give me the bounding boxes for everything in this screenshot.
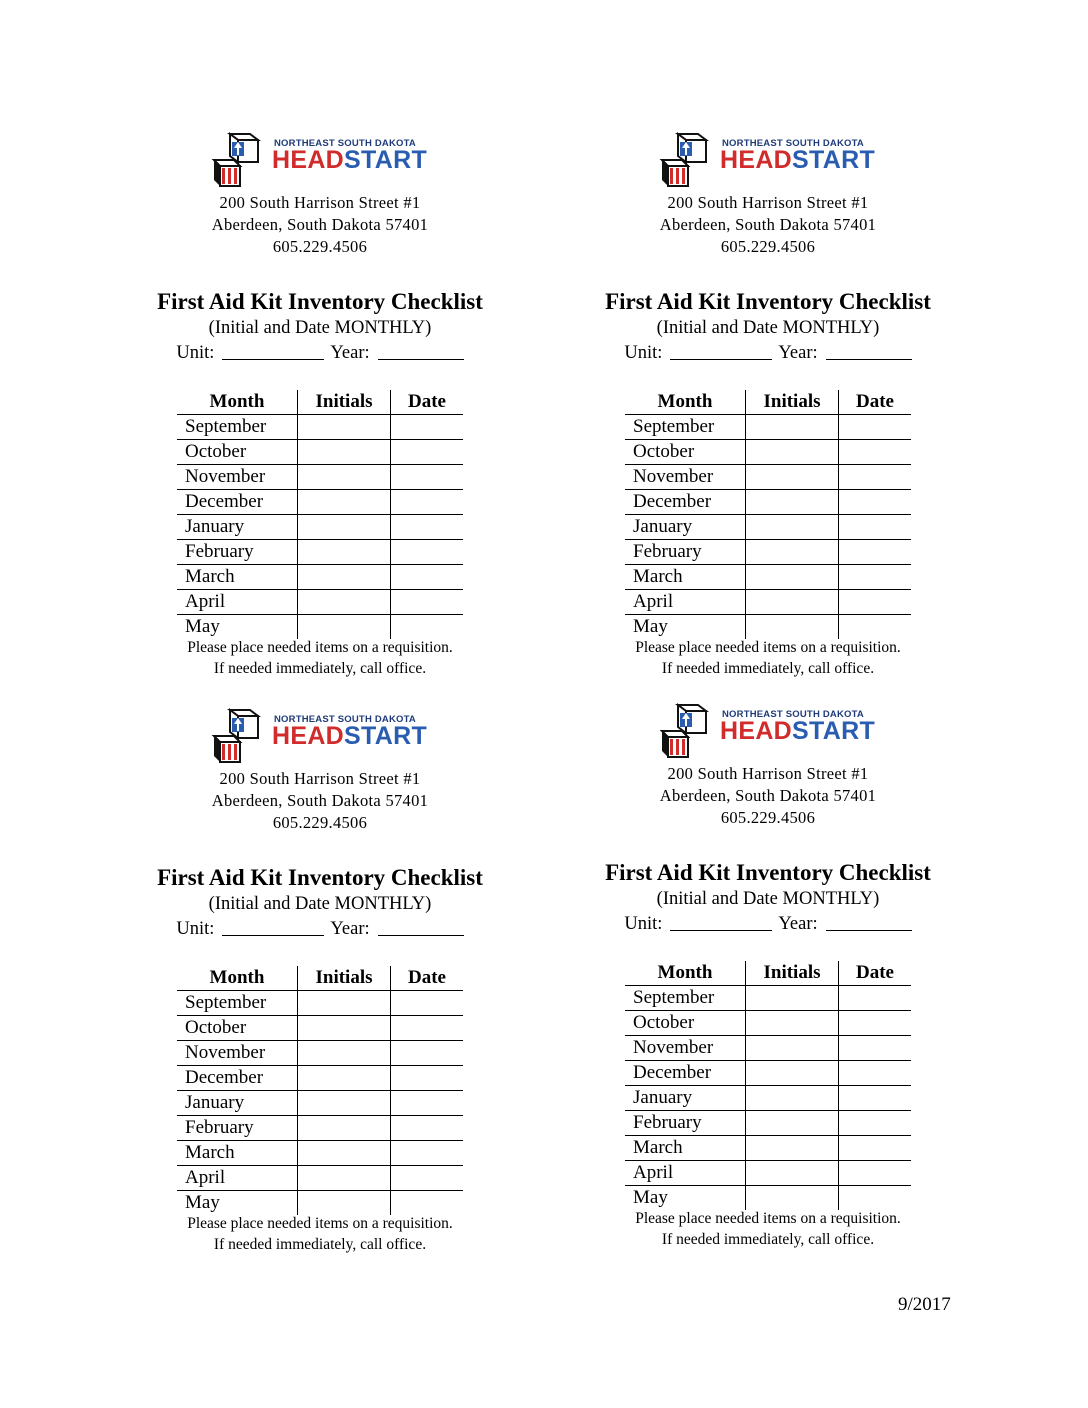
table-row	[625, 1136, 911, 1161]
address-city: Aberdeen, South Dakota 57401	[211, 215, 429, 234]
table-row	[625, 1061, 911, 1086]
checklist-card	[120, 706, 520, 1255]
table-row	[625, 1111, 911, 1136]
month-cell: October	[177, 1016, 298, 1041]
month-cell: April	[177, 1166, 298, 1191]
date-cell[interactable]	[391, 1016, 464, 1041]
initials-cell[interactable]	[298, 1116, 391, 1141]
form-subtitle: (Initial and Date MONTHLY)	[656, 889, 880, 909]
headstart-logo	[658, 701, 878, 761]
date-cell[interactable]	[839, 1136, 912, 1161]
form-subtitle: (Initial and Date MONTHLY)	[208, 318, 432, 338]
table-row	[177, 490, 463, 515]
month-cell: April	[625, 1161, 746, 1186]
month-cell: November	[177, 465, 298, 490]
initials-header: Initials	[298, 390, 391, 415]
logo-head-text: HEAD	[272, 146, 345, 174]
address-block	[120, 768, 520, 834]
initials-cell[interactable]	[746, 1036, 839, 1061]
unit-field[interactable]	[670, 916, 772, 931]
initials-cell[interactable]	[746, 1161, 839, 1186]
month-cell: September	[177, 415, 298, 440]
logo-wordmark	[720, 146, 875, 174]
date-cell[interactable]	[391, 590, 464, 615]
year-field[interactable]	[826, 345, 912, 360]
month-cell: April	[625, 590, 746, 615]
address-city: Aberdeen, South Dakota 57401	[659, 215, 877, 234]
date-cell[interactable]	[391, 615, 464, 640]
unit-year-line	[568, 340, 968, 366]
address-street: 200 South Harrison Street #1	[219, 193, 421, 212]
date-cell[interactable]	[391, 1091, 464, 1116]
headstart-logo	[210, 130, 430, 190]
logo-start-text: START	[792, 717, 876, 745]
unit-label: Unit:	[176, 919, 215, 939]
initials-cell[interactable]	[746, 1011, 839, 1036]
table-row	[177, 515, 463, 540]
year-field[interactable]	[378, 921, 464, 936]
table-row	[625, 590, 911, 615]
logo-start-text: START	[344, 146, 428, 174]
month-header: Month	[625, 961, 746, 986]
table-row	[625, 1011, 911, 1036]
initials-cell[interactable]	[746, 565, 839, 590]
unit-field[interactable]	[670, 345, 772, 360]
date-cell[interactable]	[839, 415, 912, 440]
month-cell: January	[177, 515, 298, 540]
unit-year-line	[568, 911, 968, 937]
form-revision-date: 9/2017	[898, 1294, 951, 1315]
logo-head-text: HEAD	[720, 717, 793, 745]
headstart-logo	[658, 130, 878, 190]
note-line-2: If needed immediately, call office.	[661, 660, 875, 677]
date-cell[interactable]	[839, 1011, 912, 1036]
requisition-note	[568, 637, 968, 679]
month-cell: September	[177, 991, 298, 1016]
date-cell[interactable]	[391, 465, 464, 490]
initials-cell[interactable]	[298, 415, 391, 440]
table-row	[177, 465, 463, 490]
date-cell[interactable]	[391, 440, 464, 465]
checklist-card	[568, 130, 968, 679]
table-header-row	[625, 390, 911, 415]
unit-year-line	[120, 916, 520, 942]
table-row	[177, 1191, 463, 1216]
date-cell[interactable]	[391, 1166, 464, 1191]
date-cell[interactable]	[839, 1111, 912, 1136]
initials-cell[interactable]	[746, 1136, 839, 1161]
address-street: 200 South Harrison Street #1	[219, 769, 421, 788]
logo-head-text: HEAD	[720, 146, 793, 174]
form-subtitle: (Initial and Date MONTHLY)	[656, 318, 880, 338]
logo-wordmark	[720, 717, 875, 745]
unit-label: Unit:	[624, 914, 663, 934]
table-row	[177, 440, 463, 465]
address-phone: 605.229.4506	[272, 813, 368, 832]
month-cell: March	[177, 1141, 298, 1166]
table-row	[625, 415, 911, 440]
initials-cell[interactable]	[746, 1111, 839, 1136]
form-title: First Aid Kit Inventory Checklist	[605, 860, 931, 885]
logo-head-text: HEAD	[272, 722, 345, 750]
initials-cell[interactable]	[298, 490, 391, 515]
date-cell[interactable]	[839, 515, 912, 540]
initials-cell[interactable]	[298, 1166, 391, 1191]
table-row	[177, 1091, 463, 1116]
month-cell: October	[625, 440, 746, 465]
address-street: 200 South Harrison Street #1	[667, 764, 869, 783]
note-line-1: Please place needed items on a requisition.	[187, 639, 453, 656]
date-cell[interactable]	[839, 565, 912, 590]
table-row	[177, 415, 463, 440]
date-cell[interactable]	[839, 986, 912, 1011]
initials-cell[interactable]	[746, 1086, 839, 1111]
initials-cell[interactable]	[746, 590, 839, 615]
date-header: Date	[391, 966, 464, 991]
table-row	[625, 1036, 911, 1061]
address-city: Aberdeen, South Dakota 57401	[659, 786, 877, 805]
initials-cell[interactable]	[746, 615, 839, 640]
date-cell[interactable]	[391, 1191, 464, 1216]
blocks-icon	[210, 130, 270, 190]
logo-region-text: NORTHEAST SOUTH DAKOTA	[274, 138, 416, 149]
initials-cell[interactable]	[298, 1041, 391, 1066]
address-block	[568, 763, 968, 829]
date-header: Date	[839, 390, 912, 415]
month-header: Month	[177, 966, 298, 991]
table-row	[177, 1141, 463, 1166]
month-cell: March	[625, 565, 746, 590]
date-cell[interactable]	[391, 490, 464, 515]
date-cell[interactable]	[391, 515, 464, 540]
initials-cell[interactable]	[746, 415, 839, 440]
requisition-note	[120, 1213, 520, 1255]
date-cell[interactable]	[391, 540, 464, 565]
date-cell[interactable]	[391, 991, 464, 1016]
month-cell: January	[625, 1086, 746, 1111]
table-header-row	[177, 966, 463, 991]
date-cell[interactable]	[391, 1066, 464, 1091]
table-row	[625, 565, 911, 590]
unit-year-line	[120, 340, 520, 366]
blocks-icon	[210, 706, 270, 766]
initials-cell[interactable]	[298, 1191, 391, 1216]
initials-cell[interactable]	[746, 490, 839, 515]
form-title: First Aid Kit Inventory Checklist	[605, 289, 931, 314]
table-row	[177, 590, 463, 615]
initials-cell[interactable]	[298, 1016, 391, 1041]
month-cell: December	[625, 1061, 746, 1086]
date-cell[interactable]	[839, 1086, 912, 1111]
date-cell[interactable]	[839, 1186, 912, 1211]
inventory-table	[177, 966, 463, 1215]
initials-cell[interactable]	[746, 540, 839, 565]
month-cell: April	[177, 590, 298, 615]
table-row	[177, 1041, 463, 1066]
initials-cell[interactable]	[298, 590, 391, 615]
headstart-logo	[210, 706, 430, 766]
month-cell: November	[625, 1036, 746, 1061]
form-title: First Aid Kit Inventory Checklist	[157, 289, 483, 314]
initials-cell[interactable]	[298, 991, 391, 1016]
initials-header: Initials	[746, 390, 839, 415]
address-phone: 605.229.4506	[720, 237, 816, 256]
table-row	[177, 1066, 463, 1091]
table-row	[177, 1016, 463, 1041]
address-block	[568, 192, 968, 258]
checklist-card	[568, 701, 968, 1250]
month-cell: October	[177, 440, 298, 465]
initials-cell[interactable]	[298, 515, 391, 540]
date-cell[interactable]	[839, 1061, 912, 1086]
table-row	[625, 1086, 911, 1111]
table-row	[625, 1186, 911, 1211]
initials-cell[interactable]	[298, 1091, 391, 1116]
form-title: First Aid Kit Inventory Checklist	[157, 865, 483, 890]
table-row	[625, 515, 911, 540]
month-cell: November	[177, 1041, 298, 1066]
table-row	[177, 565, 463, 590]
table-row	[177, 540, 463, 565]
table-row	[625, 490, 911, 515]
table-row	[625, 440, 911, 465]
date-cell[interactable]	[391, 415, 464, 440]
table-row	[625, 465, 911, 490]
month-cell: December	[625, 490, 746, 515]
month-cell: February	[625, 1111, 746, 1136]
initials-cell[interactable]	[298, 565, 391, 590]
note-line-1: Please place needed items on a requisition.	[187, 1215, 453, 1232]
initials-header: Initials	[298, 966, 391, 991]
logo-start-text: START	[344, 722, 428, 750]
inventory-table	[177, 390, 463, 639]
initials-cell[interactable]	[298, 465, 391, 490]
note-line-1: Please place needed items on a requisition.	[635, 1210, 901, 1227]
initials-cell[interactable]	[298, 1066, 391, 1091]
month-cell: May	[185, 616, 220, 637]
form-subtitle: (Initial and Date MONTHLY)	[208, 894, 432, 914]
inventory-table	[625, 961, 911, 1210]
month-cell: October	[625, 1011, 746, 1036]
requisition-note	[568, 1208, 968, 1250]
month-cell: December	[177, 1066, 298, 1091]
month-cell: March	[625, 1136, 746, 1161]
date-cell[interactable]	[839, 490, 912, 515]
initials-cell[interactable]	[746, 440, 839, 465]
table-row	[177, 1166, 463, 1191]
date-cell[interactable]	[839, 615, 912, 640]
month-header: Month	[625, 390, 746, 415]
month-cell: February	[177, 540, 298, 565]
month-cell: May	[185, 1192, 220, 1213]
initials-cell[interactable]	[746, 1186, 839, 1211]
table-row	[625, 615, 911, 640]
year-field[interactable]	[378, 345, 464, 360]
date-cell[interactable]	[391, 1041, 464, 1066]
year-label: Year:	[330, 343, 370, 363]
unit-label: Unit:	[624, 343, 663, 363]
inventory-table	[625, 390, 911, 639]
year-label: Year:	[778, 343, 818, 363]
note-line-1: Please place needed items on a requisition.	[635, 639, 901, 656]
logo-wordmark	[272, 146, 427, 174]
date-cell[interactable]	[839, 440, 912, 465]
date-cell[interactable]	[839, 465, 912, 490]
initials-cell[interactable]	[746, 986, 839, 1011]
year-label: Year:	[330, 919, 370, 939]
date-cell[interactable]	[391, 1116, 464, 1141]
address-block	[120, 192, 520, 258]
date-header: Date	[391, 390, 464, 415]
table-row	[177, 615, 463, 640]
unit-field[interactable]	[222, 345, 324, 360]
initials-cell[interactable]	[746, 465, 839, 490]
month-cell: January	[177, 1091, 298, 1116]
table-row	[177, 991, 463, 1016]
address-street: 200 South Harrison Street #1	[667, 193, 869, 212]
blocks-icon	[658, 130, 718, 190]
note-line-2: If needed immediately, call office.	[213, 1236, 427, 1253]
year-field[interactable]	[826, 916, 912, 931]
unit-field[interactable]	[222, 921, 324, 936]
month-cell: February	[177, 1116, 298, 1141]
note-line-2: If needed immediately, call office.	[661, 1231, 875, 1248]
month-cell: February	[625, 540, 746, 565]
initials-header: Initials	[746, 961, 839, 986]
table-row	[625, 540, 911, 565]
month-cell: March	[177, 565, 298, 590]
year-label: Year:	[778, 914, 818, 934]
logo-wordmark	[272, 722, 427, 750]
address-phone: 605.229.4506	[720, 808, 816, 827]
initials-cell[interactable]	[298, 1141, 391, 1166]
initials-cell[interactable]	[298, 540, 391, 565]
logo-region-text: NORTHEAST SOUTH DAKOTA	[722, 709, 864, 720]
unit-label: Unit:	[176, 343, 215, 363]
initials-cell[interactable]	[298, 615, 391, 640]
month-cell: May	[633, 616, 668, 637]
address-phone: 605.229.4506	[272, 237, 368, 256]
date-cell[interactable]	[839, 540, 912, 565]
initials-cell[interactable]	[298, 440, 391, 465]
date-cell[interactable]	[391, 565, 464, 590]
table-row	[177, 1116, 463, 1141]
blocks-icon	[658, 701, 718, 761]
table-header-row	[625, 961, 911, 986]
date-cell[interactable]	[839, 1036, 912, 1061]
logo-region-text: NORTHEAST SOUTH DAKOTA	[274, 714, 416, 725]
address-city: Aberdeen, South Dakota 57401	[211, 791, 429, 810]
initials-cell[interactable]	[746, 1061, 839, 1086]
date-cell[interactable]	[839, 1161, 912, 1186]
logo-start-text: START	[792, 146, 876, 174]
date-cell[interactable]	[391, 1141, 464, 1166]
month-cell: September	[625, 986, 746, 1011]
month-cell: September	[625, 415, 746, 440]
date-header: Date	[839, 961, 912, 986]
month-cell: December	[177, 490, 298, 515]
logo-region-text: NORTHEAST SOUTH DAKOTA	[722, 138, 864, 149]
requisition-note	[120, 637, 520, 679]
month-cell: November	[625, 465, 746, 490]
checklist-card	[120, 130, 520, 679]
table-row	[625, 986, 911, 1011]
table-header-row	[177, 390, 463, 415]
note-line-2: If needed immediately, call office.	[213, 660, 427, 677]
table-row	[625, 1161, 911, 1186]
initials-cell[interactable]	[746, 515, 839, 540]
date-cell[interactable]	[839, 590, 912, 615]
month-cell: January	[625, 515, 746, 540]
month-header: Month	[177, 390, 298, 415]
month-cell: May	[633, 1187, 668, 1208]
